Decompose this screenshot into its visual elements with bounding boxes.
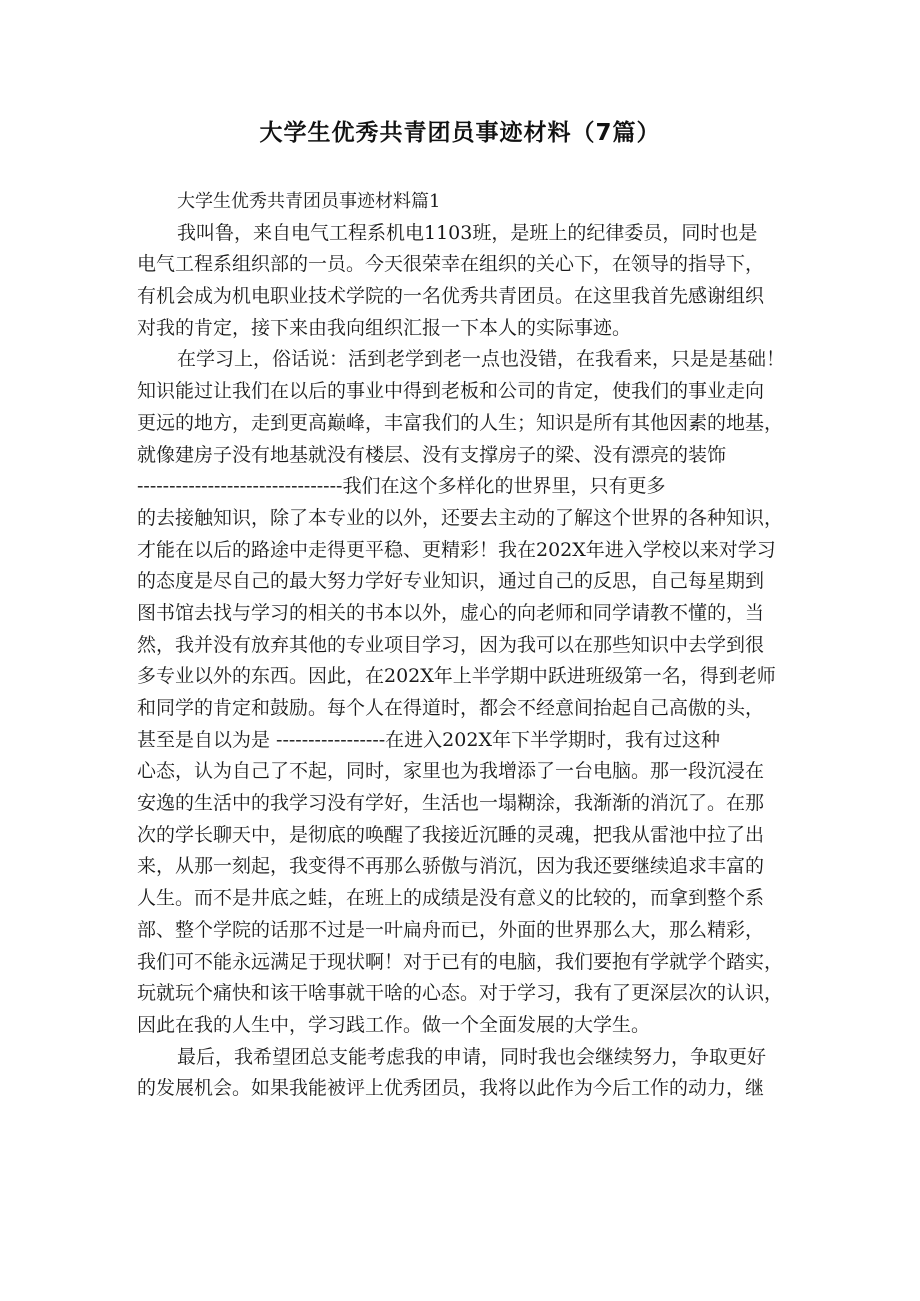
paragraph-2-line: 来，从那一刻起，我变得不再那么骄傲与消沉，因为我还要继续追求丰富的 [137,855,765,878]
paragraph-2-line: 我们可不能永远满足于现状啊！对于已有的电脑，我们要抱有学就学个踏实， [137,950,784,973]
paragraph-2-line: 更远的地方，走到更高巅峰，丰富我们的人生；知识是所有其他因素的地基， [137,411,784,434]
paragraph-2-line: 因此在我的人生中，学习践工作。做一个全面发展的大学生。 [137,1013,651,1036]
paragraph-2-line: 多专业以外的东西。因此，在202X年上半学期中跃进班级第一名，得到老师 [137,665,776,688]
paragraph-1-line: 我叫鲁，来自电气工程系机电1103班，是班上的纪律委员，同时也是 [177,221,758,244]
paragraph-2-line: 人生。而不是井底之蛙，在班上的成绩是没有意义的比较的，而拿到整个系 [137,887,765,910]
paragraph-2-line: 知识能过让我们在以后的事业中得到老板和公司的肯定，使我们的事业走向 [137,380,765,403]
paragraph-2-line: 安逸的生活中的我学习没有学好，生活也一塌糊涂，我渐渐的消沉了。在那 [137,792,765,815]
paragraph-2-line: 然，我并没有放弃其他的专业项目学习，因为我可以在那些知识中去学到很 [137,633,765,656]
paragraph-2-line: 才能在以后的路途中走得更平稳、更精彩！我在202X年进入学校以来对学习 [137,538,776,561]
paragraph-1-line: 有机会成为机电职业技术学院的一名优秀共青团员。在这里我首先感谢组织 [137,285,765,308]
paragraph-1-line: 对我的肯定，接下来由我向组织汇报一下本人的实际事迹。 [137,316,632,339]
paragraph-3-line: 的发展机会。如果我能被评上优秀团员，我将以此作为今后工作的动力，继 [137,1077,765,1100]
paragraph-2-line: 心态，认为自己了不起，同时，家里也为我增添了一台电脑。那一段沉浸在 [137,760,765,783]
paragraph-2-line: 部、整个学院的话那不过是一叶扁舟而已，外面的世界那么大，那么精彩， [137,918,765,941]
paragraph-1-line: 电气工程系组织部的一员。今天很荣幸在组织的关心下，在领导的指导下， [137,253,765,276]
document-body [137,186,797,1105]
paragraph-2-line: 在学习上，俗话说：活到老学到老一点也没错，在我看来，只是是基础！ [177,348,786,371]
paragraph-2-line: 图书馆去找与学习的相关的书本以外，虚心的向老师和同学请教不懂的，当 [137,601,765,624]
paragraph-2-line: 玩就玩个痛快和该干啥事就干啥的心态。对于学习，我有了更深层次的认识， [137,982,784,1005]
paragraph-2-line: 和同学的肯定和鼓励。每个人在得道时，都会不经意间抬起自己高傲的头， [137,697,765,719]
paragraph-2-line: --------------------------------我们在这个多样化的世界里，只有更多 [137,475,666,498]
document-title: 大学生优秀共青团员事迹材料（7篇） [259,120,661,146]
paragraph-3-line: 最后，我希望团总支能考虑我的申请，同时我也会继续努力，争取更好 [177,1045,767,1068]
paragraph-2-line: 的去接触知识，除了本专业的以外，还要去主动的了解这个世界的各种知识， [137,506,784,529]
paragraph-2-line: 就像建房子没有地基就没有楼层、没有支撑房子的梁、没有漂亮的装饰 [137,443,727,466]
paragraph-2-line: 次的学长聊天中，是彻底的唤醒了我接近沉睡的灵魂，把我从雷池中拉了出 [137,823,765,846]
paragraph-2-line: 的态度是尽自己的最大努力学好专业知识，通过自己的反思，自己每星期到 [137,570,765,593]
paragraph-2-line: 甚至是自以为是 -----------------在进入202X年下半学期时，我有过这种 [137,728,720,751]
section-heading: 大学生优秀共青团员事迹材料篇1 [177,191,441,212]
